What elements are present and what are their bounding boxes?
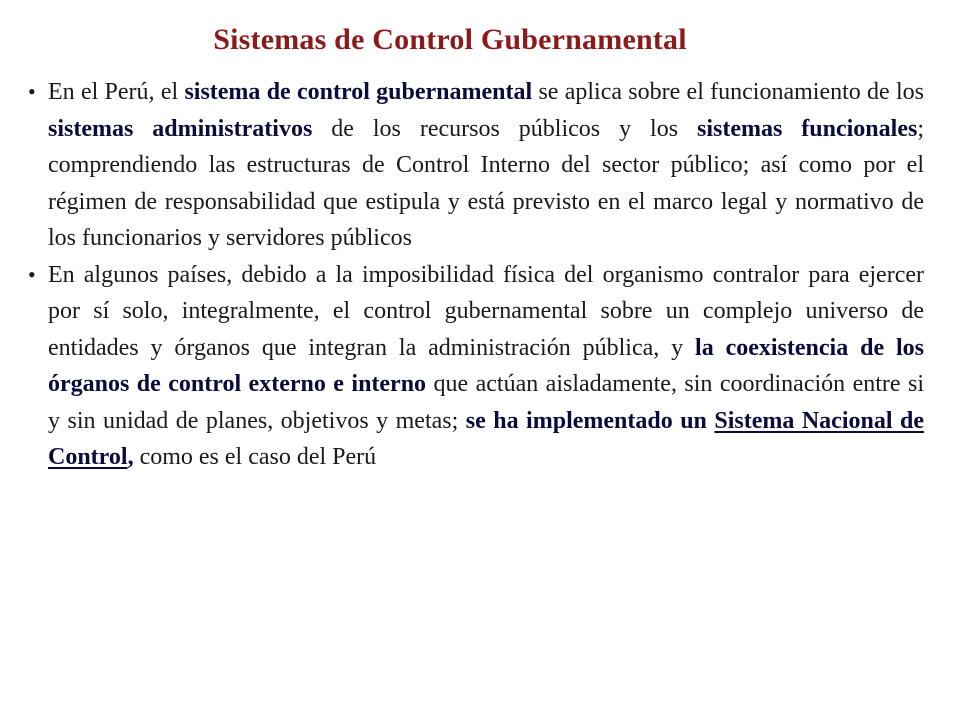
- bullet-text-segment: ; comprendiendo las estructuras de Control Interno del sector público; así como por el régimen de responsabilidad que estipula y está previsto en el marco legal y normativo de los funcionarios y servidores públicos: [48, 115, 924, 251]
- bullet-text-bold: se ha implementado un: [465, 407, 715, 434]
- bullet-item-2: [28, 257, 924, 476]
- bullet-text-segment: como es el caso del Perú: [133, 444, 377, 470]
- bullet-text-bold: sistemas funcionales: [697, 115, 918, 142]
- bullet-marker-icon: •: [28, 261, 36, 287]
- bullet-text-bold: sistema de control gubernamental: [184, 79, 533, 105]
- bullet-text-segment: que actúan aisladamente, sin coordinación entre si y sin unidad de planes, objetivos y metas;: [48, 371, 924, 434]
- slide-title: Sistemas de Control Gubernamental: [213, 23, 687, 56]
- bullet-marker-icon: •: [28, 79, 36, 104]
- bullet-text-segment: En el Perú, el: [48, 79, 185, 105]
- bullet-text-segment: de los recursos públicos y los: [312, 115, 698, 142]
- bullet-text-segment: En algunos países, debido a la imposibilidad física del organismo contralor para ejercer por sí solo, integralmente, el control gubernamental sobre un complejo universo de entidades y órganos que integran la administración pública, y: [48, 261, 924, 361]
- bullet-text-bold: la coexistencia de los órganos de control externo e interno: [48, 334, 924, 397]
- sistema-nacional-de-control-link[interactable]: Sistema Nacional de Control: [48, 407, 924, 470]
- bullet-text-bold: ,: [127, 444, 134, 470]
- bullet-item-1: [28, 74, 925, 257]
- bullet-text-segment: se aplica sobre el funcionamiento de los: [532, 79, 925, 105]
- bullet-text-bold: sistemas administrativos: [48, 115, 313, 142]
- bullet-list: [28, 74, 925, 476]
